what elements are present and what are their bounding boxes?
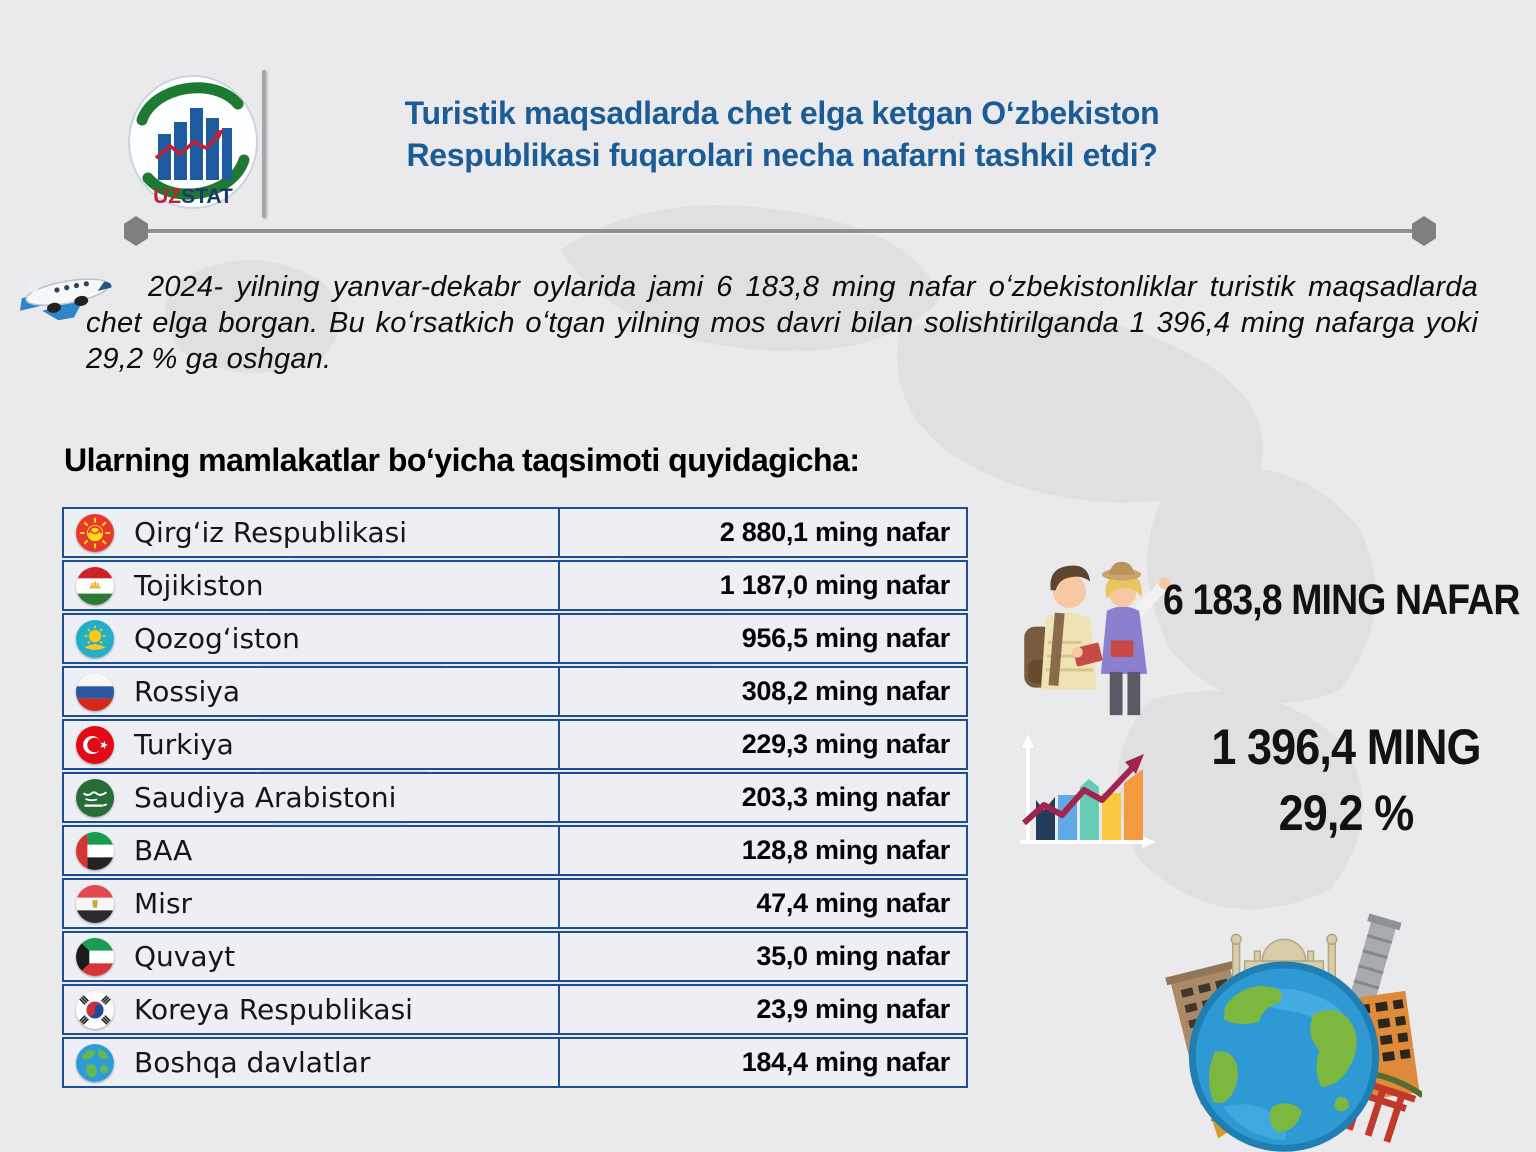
value-cell: [558, 562, 966, 609]
logo-text-stat: STAT: [181, 185, 233, 208]
increase-labels: [1179, 714, 1514, 846]
growth-chart-icon: [1012, 726, 1164, 858]
value-cell: [558, 615, 966, 662]
country-value: 1 187,0 ming nafar: [719, 570, 950, 600]
value-cell: [558, 827, 966, 874]
uae-flag-icon: [76, 832, 114, 870]
country-value: 184,4 ming nafar: [741, 1047, 950, 1077]
value-cell: [558, 1039, 966, 1086]
increase-percent-label: 29,2 %: [1278, 785, 1414, 841]
intro-paragraph: 2024- yilning yanvar-dekabr oylarida jami 6 183,8 ming nafar oʻzbekistonliklar turistik maqsadlarda chet elga borgan. Bu koʻrsatkich oʻtgan yilning mos davri bilan solishtirilganda 1 396,4 ming nafarga yoki 29,2 % ga oshgan.: [86, 271, 1478, 375]
country-name: Qozogʻiston: [134, 622, 300, 655]
country-value: 229,3 ming nafar: [741, 729, 950, 759]
country-name: Rossiya: [134, 675, 241, 708]
table-row: [62, 1037, 968, 1088]
country-name: BAA: [134, 834, 193, 867]
country-cell: [64, 562, 558, 609]
table-row: [62, 984, 968, 1035]
country-name: Saudiya Arabistoni: [134, 781, 397, 814]
saudi-arabia-flag-icon: [76, 779, 114, 817]
country-cell: [64, 509, 558, 556]
country-name: Boshqa davlatlar: [134, 1046, 371, 1079]
country-cell: [64, 774, 558, 821]
value-cell: [558, 509, 966, 556]
country-value: 128,8 ming nafar: [741, 835, 950, 865]
country-cell: [64, 986, 558, 1033]
country-cell: [64, 880, 558, 927]
country-value: 308,2 ming nafar: [741, 676, 950, 706]
table-row: [62, 825, 968, 876]
country-cell: [64, 721, 558, 768]
globe-landmarks-illustration: [1146, 902, 1422, 1152]
country-cell: [64, 933, 558, 980]
table-row: [62, 666, 968, 717]
country-name: Tojikiston: [134, 569, 264, 602]
country-cell: [64, 668, 558, 715]
country-name: Turkiya: [134, 728, 234, 761]
globe-icon: [76, 1044, 114, 1082]
logo-text-uz: UZ: [153, 185, 182, 208]
country-value: 2 880,1 ming nafar: [719, 517, 950, 547]
uzstat-logo: [126, 72, 260, 216]
svg-text:UZSTAT: [153, 185, 233, 208]
country-name: Koreya Respublikasi: [134, 993, 413, 1026]
country-name: Quvayt: [134, 940, 236, 973]
table-row: [62, 878, 968, 929]
egypt-flag-icon: [76, 885, 114, 923]
section-divider-line: [136, 229, 1420, 233]
value-cell: [558, 721, 966, 768]
table-row: [62, 560, 968, 611]
country-name: Qirgʻiz Respublikasi: [134, 516, 407, 549]
kazakhstan-flag-icon: [76, 620, 114, 658]
value-cell: [558, 933, 966, 980]
country-value: 23,9 ming nafar: [756, 994, 950, 1024]
kuwait-flag-icon: [76, 938, 114, 976]
turkey-flag-icon: [76, 726, 114, 764]
table-row: [62, 507, 968, 558]
page-title: [292, 92, 1272, 176]
table-row: [62, 719, 968, 770]
tajikistan-flag-icon: [76, 567, 114, 605]
country-value: 956,5 ming nafar: [741, 623, 950, 653]
country-cell: [64, 1039, 558, 1086]
country-cell: [64, 827, 558, 874]
total-tourists-label: 6 183,8 MING NAFAR: [1163, 576, 1520, 624]
tourists-illustration: [1012, 550, 1180, 722]
value-cell: [558, 668, 966, 715]
table-heading: Ularning mamlakatlar boʻyicha taqsimoti quyidagicha:: [64, 442, 860, 478]
page-title-line1: Turistik maqsadlarda chet elga ketgan Oʻzbekiston: [404, 95, 1160, 131]
value-cell: [558, 986, 966, 1033]
page-title-line2: Respublikasi fuqarolari necha nafarni tashkil etdi?: [406, 137, 1158, 174]
russia-flag-icon: [76, 673, 114, 711]
header-divider-vertical: [262, 70, 266, 218]
increase-amount-label: 1 396,4 MING: [1211, 719, 1481, 775]
value-cell: [558, 774, 966, 821]
country-value: 203,3 ming nafar: [741, 782, 950, 812]
country-cell: [64, 615, 558, 662]
south-korea-flag-icon: [76, 991, 114, 1029]
country-value: 47,4 ming nafar: [756, 888, 950, 918]
kyrgyzstan-flag-icon: [76, 514, 114, 552]
value-cell: [558, 880, 966, 927]
table-row: [62, 772, 968, 823]
country-value: 35,0 ming nafar: [756, 941, 950, 971]
table-row: [62, 931, 968, 982]
country-name: Misr: [134, 887, 193, 920]
table-row: [62, 613, 968, 664]
countries-table: [62, 507, 968, 1090]
